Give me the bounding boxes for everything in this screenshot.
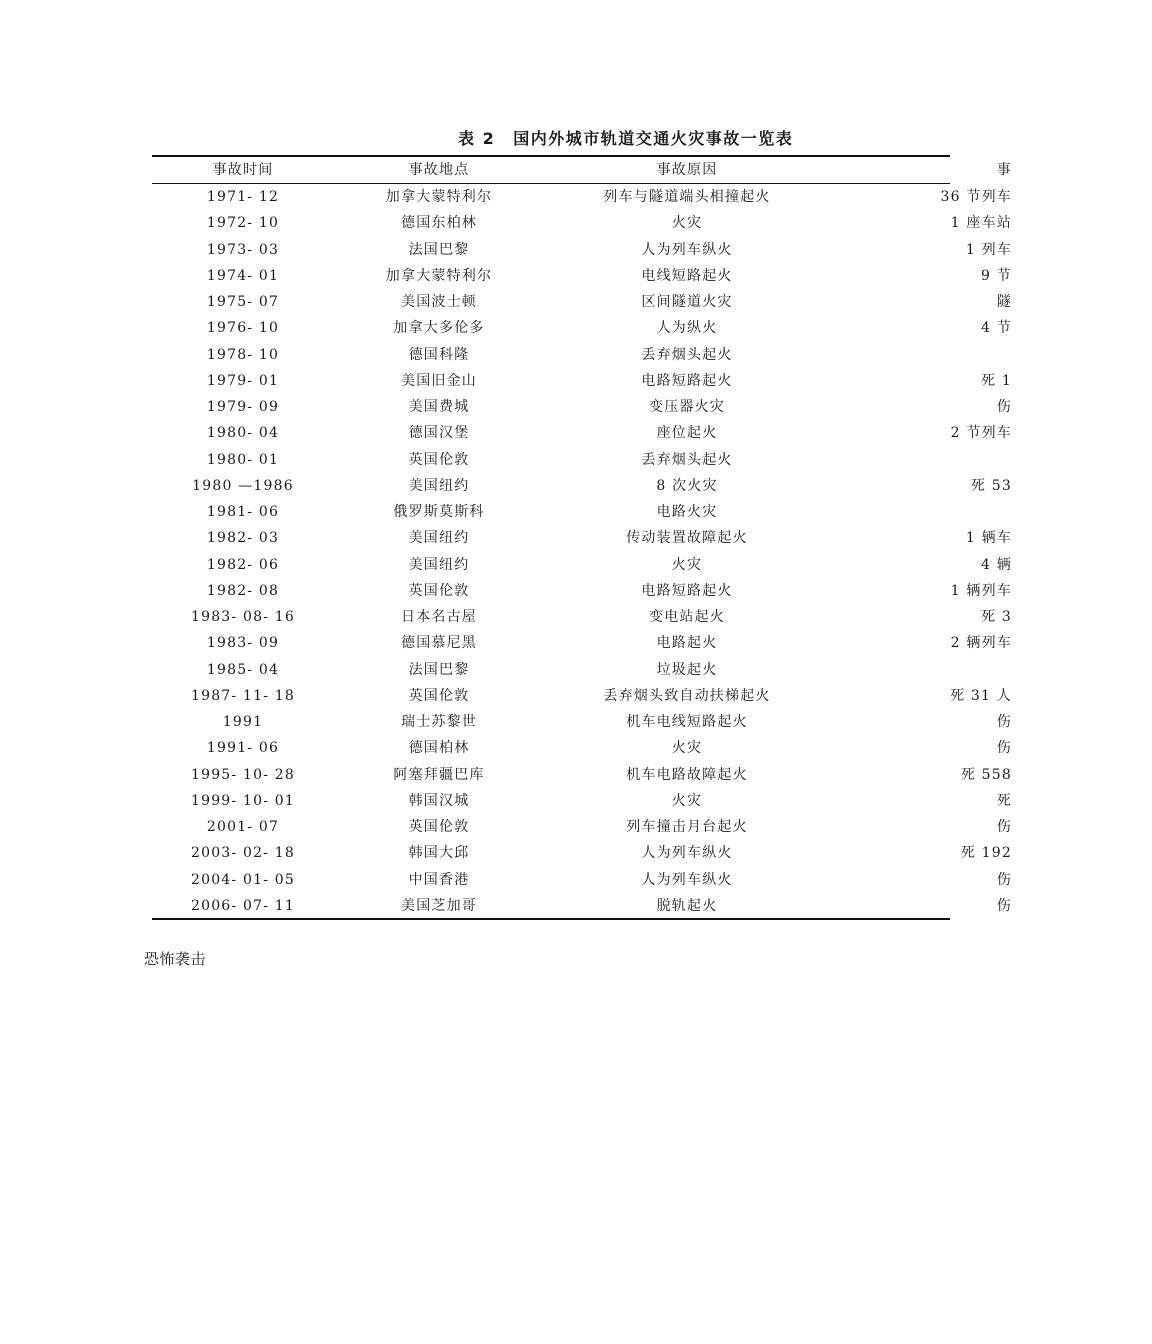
- cell-time: 1981- 06: [206, 504, 280, 520]
- cell-result: 死 53: [970, 477, 1012, 494]
- table-header-row: [152, 157, 1152, 183]
- cell-result: 伤: [996, 740, 1012, 757]
- table-row: [152, 289, 1152, 315]
- cell-cause: 电线短路起火: [641, 267, 733, 284]
- cell-result: 伤: [996, 897, 1012, 914]
- table-row: [152, 447, 1152, 473]
- cell-time: 1979- 09: [206, 399, 280, 415]
- cell-time: 1982- 08: [206, 582, 280, 599]
- table-bottom-rule: [152, 918, 950, 920]
- cell-time: 1972- 10: [206, 215, 280, 232]
- table-row: [152, 237, 1152, 263]
- cell-result: 伤: [996, 714, 1012, 730]
- header-result: 事: [996, 162, 1012, 178]
- cell-place: 美国芝加哥: [401, 897, 477, 914]
- cell-place: 英国伦敦: [408, 819, 470, 835]
- cell-time: 1976- 10: [206, 320, 280, 337]
- cell-time: 1980 —1986: [192, 477, 294, 494]
- table-row: [152, 788, 1152, 814]
- cell-cause: 变压器火灾: [649, 399, 725, 415]
- cell-time: 1980- 04: [206, 425, 280, 442]
- table-row: [152, 657, 1152, 683]
- cell-result: 伤: [996, 819, 1012, 835]
- cell-result: 9 节: [981, 267, 1012, 284]
- cell-cause: 8 次火灾: [656, 477, 718, 494]
- cell-cause: 列车与隧道端头相撞起火: [603, 189, 771, 205]
- header-place: 事故地点: [408, 162, 470, 178]
- cell-place: 加拿大蒙特利尔: [385, 189, 493, 205]
- cell-place: 俄罗斯莫斯科: [393, 504, 485, 520]
- table-row: [152, 867, 1152, 893]
- cell-result: 4 节: [981, 320, 1012, 337]
- cell-cause: 火灾: [671, 556, 703, 573]
- cell-cause: 垃圾起火: [656, 661, 718, 678]
- table-row: [152, 604, 1152, 630]
- table-caption: 国内外城市轨道交通火灾事故一览表: [513, 129, 794, 148]
- cell-place: 美国旧金山: [401, 372, 477, 389]
- cell-result: 隧: [996, 294, 1012, 310]
- cell-place: 德国汉堡: [408, 425, 470, 442]
- cell-place: 美国纽约: [408, 556, 470, 573]
- cell-place: 瑞士苏黎世: [401, 714, 477, 730]
- table-row: [152, 499, 1152, 525]
- cell-time: 2004- 01- 05: [190, 871, 296, 888]
- cell-place: 美国纽约: [408, 530, 470, 547]
- table-row: [152, 420, 1152, 446]
- cell-place: 阿塞拜疆巴库: [393, 766, 485, 783]
- cell-place: 英国伦敦: [408, 451, 470, 468]
- cell-result: 1 辆车: [965, 530, 1012, 547]
- cell-place: 德国科隆: [408, 346, 470, 363]
- table-title: [458, 126, 793, 149]
- cell-time: 1999- 10- 01: [190, 792, 296, 809]
- cell-time: 1971- 12: [206, 189, 280, 205]
- body-text: 恐怖袭击: [144, 950, 207, 968]
- cell-place: 美国波士顿: [401, 294, 477, 310]
- cell-time: 1983- 08- 16: [190, 609, 296, 625]
- cell-time: 1979- 01: [206, 372, 280, 389]
- cell-time: 1991- 06: [206, 740, 280, 757]
- cell-time: 1991: [222, 714, 264, 730]
- cell-time: 1983- 09: [206, 635, 280, 652]
- cell-cause: 丢弃烟头起火: [641, 451, 733, 468]
- table-row: [152, 735, 1152, 761]
- cell-cause: 人为列车纵火: [641, 241, 733, 258]
- table-row: [152, 368, 1152, 394]
- cell-time: 1973- 03: [206, 241, 280, 258]
- cell-time: 1974- 01: [206, 267, 280, 284]
- cell-place: 韩国大邱: [408, 845, 470, 862]
- cell-cause: 机车电路故障起火: [626, 766, 748, 783]
- table-number: 表 2: [458, 129, 496, 148]
- table-row: [152, 552, 1152, 578]
- cell-time: 1975- 07: [206, 294, 280, 310]
- cell-result: 2 节列车: [950, 425, 1012, 442]
- cell-place: 加拿大多伦多: [393, 320, 485, 337]
- cell-place: 美国纽约: [408, 477, 470, 494]
- table-row: [152, 525, 1152, 551]
- cell-cause: 人为列车纵火: [641, 871, 733, 888]
- cell-time: 1987- 11- 18: [190, 687, 296, 704]
- cell-place: 加拿大蒙特利尔: [385, 267, 493, 284]
- table-row: [152, 893, 1152, 919]
- cell-result: 死: [996, 792, 1012, 809]
- table-row: [152, 630, 1152, 656]
- table-row: [152, 578, 1152, 604]
- cell-cause: 电路起火: [656, 635, 718, 652]
- cell-cause: 火灾: [671, 792, 703, 809]
- table-row: [152, 184, 1152, 210]
- table-row: [152, 342, 1152, 368]
- cell-result: 死 192: [960, 845, 1012, 862]
- cell-cause: 列车撞击月台起火: [626, 819, 748, 835]
- table-row: [152, 210, 1152, 236]
- cell-result: 1 列车: [965, 241, 1012, 258]
- cell-place: 德国东柏林: [401, 215, 477, 232]
- cell-time: 1982- 06: [206, 556, 280, 573]
- table-row: [152, 394, 1152, 420]
- table-body: [0, 184, 1012, 918]
- cell-result: 伤: [996, 399, 1012, 415]
- table-row: [152, 683, 1152, 709]
- cell-cause: 火灾: [671, 740, 703, 757]
- table-row: [152, 315, 1152, 341]
- cell-cause: 机车电线短路起火: [626, 714, 748, 730]
- cell-cause: 丢弃烟头起火: [641, 346, 733, 363]
- cell-cause: 火灾: [671, 215, 703, 232]
- cell-cause: 座位起火: [656, 425, 718, 442]
- cell-cause: 变电站起火: [649, 609, 725, 625]
- table-row: [152, 473, 1152, 499]
- cell-place: 英国伦敦: [408, 582, 470, 599]
- cell-cause: 区间隧道火灾: [641, 294, 733, 310]
- cell-place: 英国伦敦: [408, 687, 470, 704]
- cell-cause: 人为纵火: [656, 320, 718, 337]
- cell-result: 死 558: [960, 766, 1012, 783]
- cell-result: 36 节列车: [940, 189, 1012, 205]
- cell-time: 1980- 01: [206, 451, 280, 468]
- cell-time: 1982- 03: [206, 530, 280, 547]
- header-cause: 事故原因: [656, 162, 718, 178]
- cell-result: 死 3: [981, 609, 1012, 625]
- cell-place: 中国香港: [408, 871, 470, 888]
- cell-time: 2001- 07: [206, 819, 280, 835]
- cell-result: 2 辆列车: [950, 635, 1012, 652]
- cell-time: 1995- 10- 28: [190, 766, 296, 783]
- table-row: [152, 263, 1152, 289]
- cell-cause: 人为列车纵火: [641, 845, 733, 862]
- cell-result: 死 31 人: [950, 687, 1012, 704]
- cell-time: 1978- 10: [206, 346, 280, 363]
- cell-time: 2006- 07- 11: [190, 897, 296, 914]
- table-row: [152, 709, 1152, 735]
- cell-place: 法国巴黎: [408, 241, 470, 258]
- cell-place: 美国费城: [408, 399, 470, 415]
- cell-cause: 电路短路起火: [641, 582, 733, 599]
- table-row: [152, 840, 1152, 866]
- cell-cause: 丢弃烟头致自动扶梯起火: [603, 687, 771, 704]
- cell-place: 日本名古屋: [401, 609, 477, 625]
- header-time: 事故时间: [212, 162, 274, 178]
- cell-time: 1985- 04: [206, 661, 280, 678]
- table-row: [152, 762, 1152, 788]
- cell-result: 伤: [996, 871, 1012, 888]
- cell-cause: 电路火灾: [656, 504, 718, 520]
- cell-place: 德国慕尼黑: [401, 635, 477, 652]
- table-row: [152, 814, 1152, 840]
- cell-cause: 传动装置故障起火: [626, 530, 748, 547]
- cell-place: 德国柏林: [408, 740, 470, 757]
- cell-result: 1 辆列车: [950, 582, 1012, 599]
- cell-result: 1 座车站: [950, 215, 1012, 232]
- cell-result: 死 1: [981, 372, 1012, 389]
- cell-place: 法国巴黎: [408, 661, 470, 678]
- cell-cause: 电路短路起火: [641, 372, 733, 389]
- cell-time: 2003- 02- 18: [190, 845, 296, 862]
- cell-cause: 脱轨起火: [656, 897, 718, 914]
- cell-place: 韩国汉城: [408, 792, 470, 809]
- cell-result: 4 辆: [981, 556, 1012, 573]
